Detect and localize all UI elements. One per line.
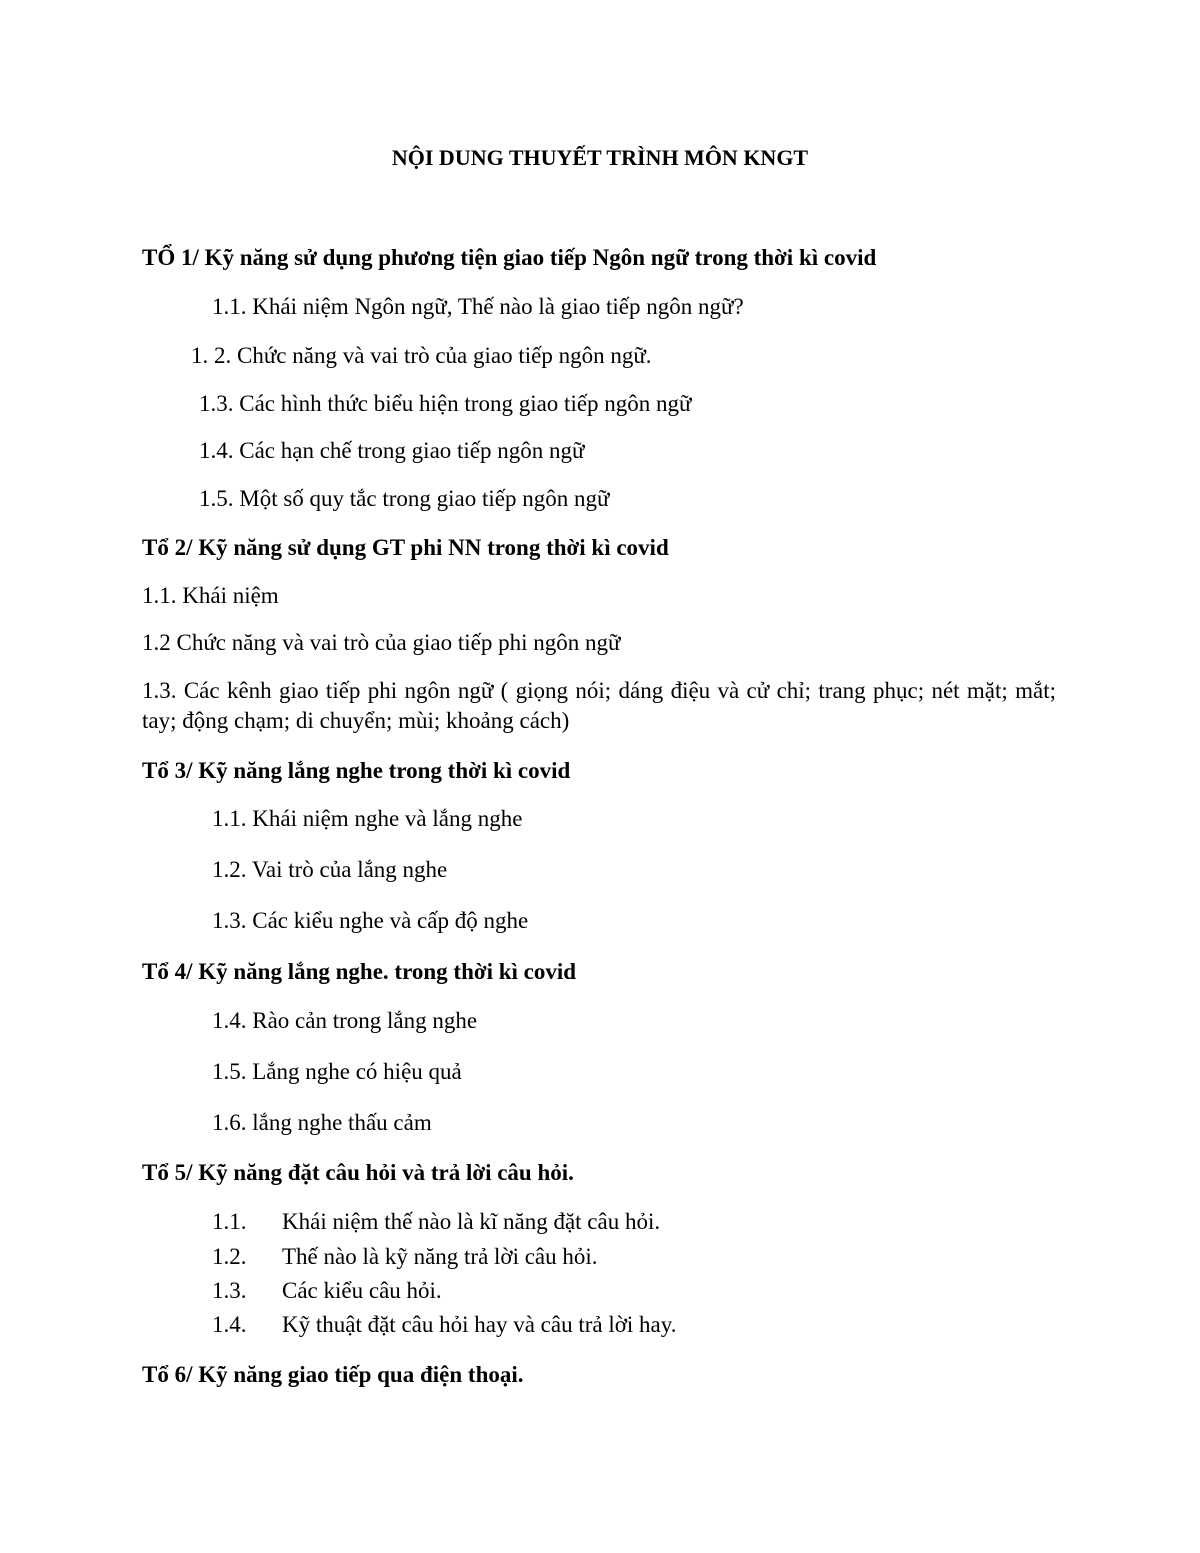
group-5-item-1 <box>212 1207 660 1237</box>
group-1-item-2: 1. 2. Chức năng và vai trò của giao tiếp ngôn ngữ. <box>191 343 652 368</box>
group-3-item-3: 1.3. Các kiểu nghe và cấp độ nghe <box>212 908 529 933</box>
group-2-item-3: 1.3. Các kênh giao tiếp phi ngôn ngữ ( giọng nói; dáng điệu và cử chỉ; trang phục; nét mặt; mắt; tay; động chạm; di chuyển; mùi; khoảng cách) <box>142 678 1056 733</box>
group-5-item-text: Khái niệm thế nào là kĩ năng đặt câu hỏi. <box>282 1209 661 1234</box>
group-1-item-3: 1.3. Các hình thức biểu hiện trong giao tiếp ngôn ngữ <box>199 391 692 416</box>
group-4-item-3: 1.6. lắng nghe thấu cảm <box>212 1110 432 1135</box>
group-2-item-1: 1.1. Khái niệm <box>142 583 279 608</box>
group-5-item-text: Kỹ thuật đặt câu hỏi hay và câu trả lời hay. <box>282 1312 677 1337</box>
group-1-heading: TỔ 1/ Kỹ năng sử dụng phương tiện giao tiếp Ngôn ngữ trong thời kì covid <box>142 245 877 270</box>
document-title: NỘI DUNG THUYẾT TRÌNH MÔN KNGT <box>391 145 809 170</box>
group-2-item-2: 1.2 Chức năng và vai trò của giao tiếp phi ngôn ngữ <box>142 630 621 655</box>
group-1-item-1: 1.1. Khái niệm Ngôn ngữ, Thế nào là giao tiếp ngôn ngữ? <box>212 294 744 319</box>
group-4-item-2: 1.5. Lắng nghe có hiệu quả <box>212 1059 462 1084</box>
group-1-item-5: 1.5. Một số quy tắc trong giao tiếp ngôn ngữ <box>199 486 610 511</box>
group-2-heading: Tổ 2/ Kỹ năng sử dụng GT phi NN trong thời kì covid <box>142 535 669 560</box>
group-4-heading: Tổ 4/ Kỹ năng lắng nghe. trong thời kì covid <box>142 959 577 984</box>
group-5-item-3 <box>212 1276 442 1306</box>
group-5-item-2 <box>212 1242 598 1272</box>
group-5-item-number: 1.4. <box>212 1312 247 1337</box>
group-5-item-number: 1.1. <box>212 1209 247 1234</box>
group-5-item-text: Thế nào là kỹ năng trả lời câu hỏi. <box>282 1244 598 1269</box>
group-4-item-1: 1.4. Rào cản trong lắng nghe <box>212 1008 478 1033</box>
group-5-item-number: 1.3. <box>212 1278 247 1303</box>
group-5-item-4 <box>212 1310 677 1340</box>
group-6-heading: Tổ 6/ Kỹ năng giao tiếp qua điện thoại. <box>142 1362 524 1387</box>
group-5-heading: Tổ 5/ Kỹ năng đặt câu hỏi và trả lời câu hỏi. <box>142 1160 574 1185</box>
group-3-item-1: 1.1. Khái niệm nghe và lắng nghe <box>212 806 523 831</box>
group-3-heading: Tổ 3/ Kỹ năng lắng nghe trong thời kì covid <box>142 758 571 783</box>
group-1-item-4: 1.4. Các hạn chế trong giao tiếp ngôn ngữ <box>199 438 585 463</box>
group-3-item-2: 1.2. Vai trò của lắng nghe <box>212 857 448 882</box>
group-5-item-number: 1.2. <box>212 1244 247 1269</box>
group-5-item-text: Các kiểu câu hỏi. <box>282 1278 442 1303</box>
